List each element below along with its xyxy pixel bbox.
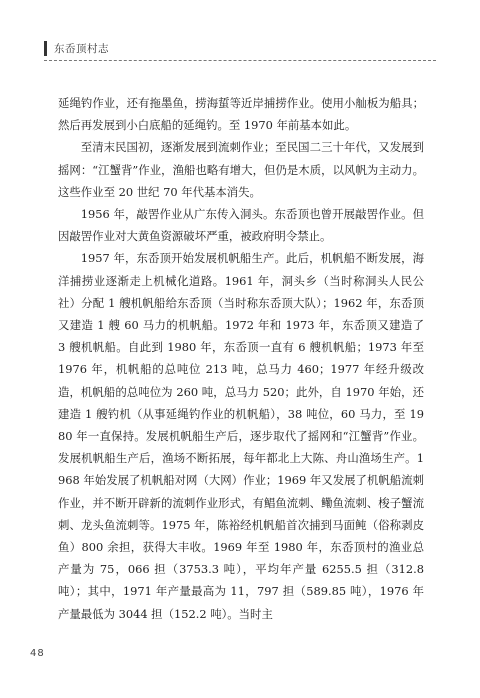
header-dashed-rule — [44, 60, 436, 61]
body-text — [58, 92, 424, 625]
paragraph-1: 延绳钓作业，还有拖墨鱼，捞海蜇等近岸捕捞作业。使用小舢板为船具；然后再发展到小白底船的延绳钓。至 1970 年前基本如此。 — [58, 96, 424, 133]
paragraph-2: 至清末民国初，逐渐发展到流刺作业；至民国二三十年代，又发展到摇网：“江蟹背”作业，渔船也略有增大，但仍是木质，以风帆为主动力。这些作业至 20 世纪 70 年代基本消失。 — [58, 140, 424, 199]
header-bar-mark — [44, 41, 47, 56]
running-header — [44, 40, 109, 56]
header-title: 东岙顶村志 — [54, 42, 109, 55]
paragraph-3: 1956 年，敲罟作业从广东传入洞头。东岙顶也曾开展敲罟作业。但因敲罟作业对大黄鱼资源破坏严重，被政府明令禁止。 — [58, 207, 424, 244]
page-number: 48 — [30, 648, 45, 659]
paragraph-4: 1957 年，东岙顶开始发展机帆船生产。此后，机帆船不断发展，海洋捕捞业逐渐走上机械化道路。1961 年，洞头乡（当时称洞头人民公社）分配 1 艘机帆船给东岙顶（当时称东岙顶大队）；1962 年，东岙顶又建造 1 艘 60 马力的机帆船。1972 年和 1973 年，东岙顶又建造了 3 艘机帆船。自此到 1980 年，东岙顶一直有 6 艘机帆船；1973 年至 1976 年，机帆船的总吨位 213 吨，总马力 460；1977 年经升级改造，机帆船的总吨位为 260 吨，总马力 520；此外，自 1970 年始，还建造 1 艘钓机（从事延绳钓作业的机帆船），38 吨位，60 马力，至 1980 年一直保持。发展机帆船生产后，逐步取代了摇网和“江蟹背”作业。发展机帆船生产后，渔场不断拓展，每年都北上大陈、舟山渔场生产。1968 年始发展了机帆船对网（大网）作业；1969 年又发展了机帆船流刺作业，并不断开辟新的流刺作业形式，有鲳鱼流刺、鳓鱼流刺、梭子蟹流刺、龙头鱼流刺等。1975 年，陈裕经机帆船首次捕到马面鲀（俗称剥皮鱼）800 余担，获得大丰收。1969 年至 1980 年，东岙顶村的渔业总产量为 75，066 担（3753.3 吨），平均年产量 6255.5 担（312.8 吨）；其中，1971 年产量最高为 11，797 担（589.85 吨），1976 年产量最低为 3044 担（152.2 吨）。当时主 — [58, 251, 424, 621]
